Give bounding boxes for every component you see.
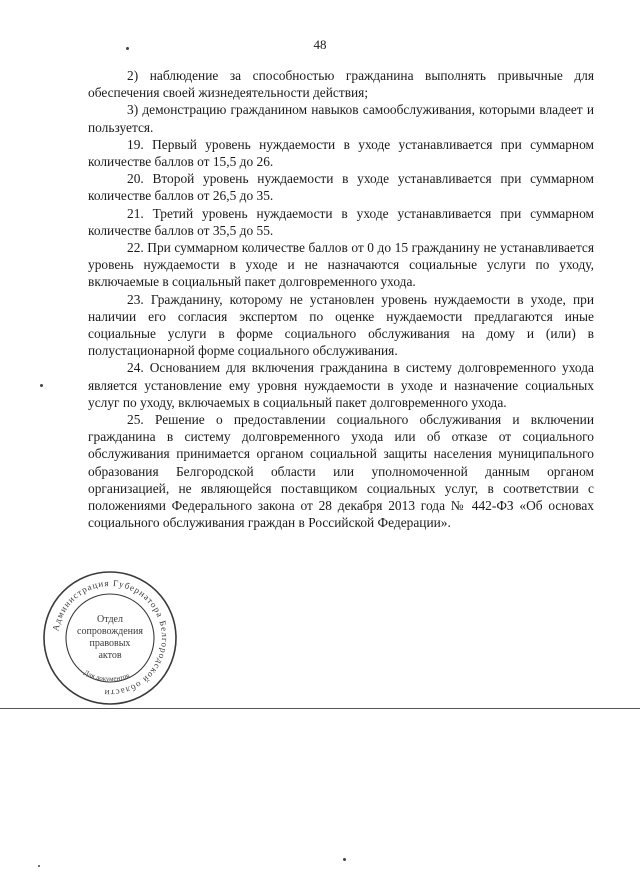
scan-speck	[126, 47, 129, 50]
document-body	[88, 67, 594, 531]
paragraph-23: 23. Гражданину, которому не установлен уровень нуждаемости в уходе, при наличии его согласия экспертом по оценке нуждаемости предлагаются иные социальные услуги в форме социального обслуживания на дому и (или) в полустационарной форме социального обслуживания.	[88, 291, 594, 359]
stamp-graphic	[40, 568, 180, 708]
paragraph-21: 21. Третий уровень нуждаемости в уходе устанавливается при суммарном количестве баллов от 35,5 до 55.	[88, 205, 594, 238]
page-number: 48	[313, 37, 327, 52]
paragraph-20: 20. Второй уровень нуждаемости в уходе устанавливается при суммарном количестве баллов от 26,5 до 35.	[88, 171, 594, 204]
stamp-bottom-text: Для документов	[82, 668, 131, 684]
paragraph-24: 24. Основанием для включения гражданина в систему долговременного ухода является установление ему уровня нуждаемости в уходе и назначение социальных услуг по уходу, включаемых в социальный пакет долговременного ухода.	[88, 360, 594, 410]
stamp-ring-text: Администрация Губернатора Белгородской области	[50, 577, 171, 699]
paragraph-25: 25. Решение о предоставлении социального обслуживания и включении гражданина в систему долговременного ухода или об отказе от социального обслуживания принимается органом социальной защиты населения муниципального образования Белгородской области или уполномоченной данным органом организацией, не являющейся поставщиком социальных услуг, в соответствии с положениями Федерального закона от 28 декабря 2013 года № 442-ФЗ «Об основах социального обслуживания граждан в Российской Федерации».	[88, 412, 594, 531]
stamp-line-1: Отдел	[97, 614, 123, 625]
official-stamp	[40, 568, 180, 708]
scan-speck	[343, 858, 346, 861]
paragraph-item-2: 2) наблюдение за способностью гражданина выполнять привычные для обеспечения своей жизнедеятельности действия;	[88, 68, 594, 101]
stamp-line-4: актов	[98, 650, 122, 661]
scan-speck	[38, 865, 40, 867]
stamp-line-3: правовых	[89, 638, 131, 649]
scan-speck	[40, 384, 43, 387]
stamp-line-2: сопровождения	[77, 626, 143, 637]
paragraph-19: 19. Первый уровень нуждаемости в уходе устанавливается при суммарном количестве баллов от 15,5 до 26.	[88, 136, 594, 170]
paragraph-22: 22. При суммарном количестве баллов от 0 до 15 гражданину не устанавливается уровень нуждаемости в уходе и не назначаются социальные услуги по уходу, включаемые в социальный пакет долговременного ухода.	[88, 240, 594, 290]
bottom-divider	[0, 708, 640, 709]
paragraph-item-3: 3) демонстрацию гражданином навыков самообслуживания, которыми владеет и пользуется.	[88, 102, 594, 135]
